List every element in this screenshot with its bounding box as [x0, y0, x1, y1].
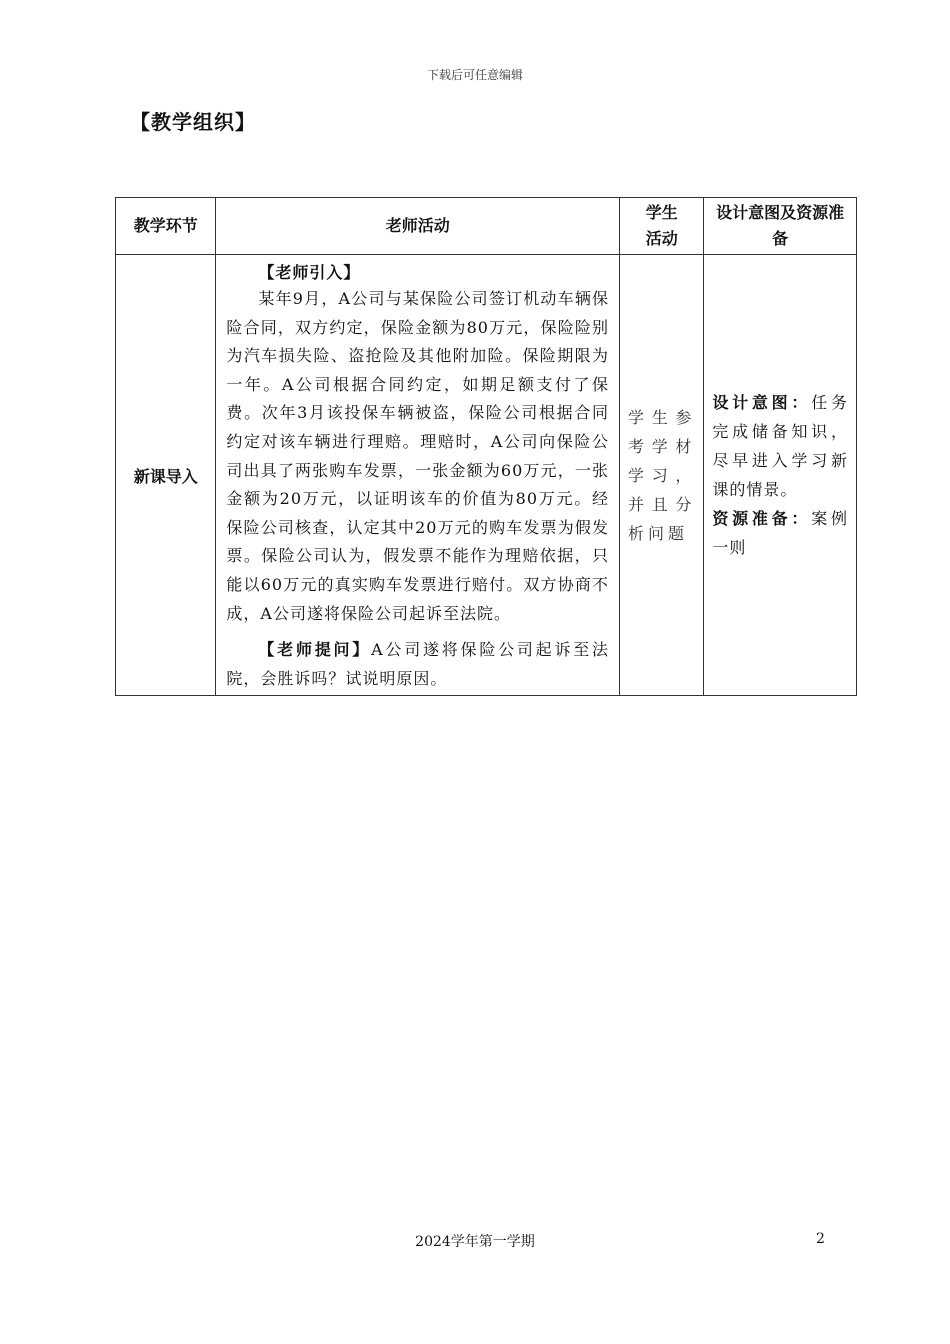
- question-text: A公司遂将保险公司起诉至法院，会胜诉吗？试说明原因。: [226, 640, 610, 688]
- lesson-plan-table: [115, 197, 857, 696]
- design-intent-text: 任务完成储备知识，尽早进入学习新课的情景。: [712, 393, 848, 500]
- design-intent: [712, 388, 848, 504]
- header-teacher-activity: 老师活动: [216, 198, 620, 255]
- resource-label: 资源准备：: [712, 509, 812, 529]
- activity-heading: 【老师引入】: [258, 263, 361, 282]
- header-design-intent: [704, 198, 857, 255]
- student-activity-cell: 学生参考学材学习，并且分析问题: [620, 255, 704, 696]
- table-row: [116, 255, 857, 696]
- page-number: 2: [816, 1231, 825, 1247]
- teacher-question: [226, 636, 609, 693]
- header-stage: 教学环节: [116, 198, 216, 255]
- teacher-activity-cell: [216, 255, 620, 696]
- question-label: 【老师提问】: [258, 640, 372, 660]
- header-student-activity-text: 学生活动: [645, 203, 678, 248]
- section-title: 【教学组织】: [130, 110, 256, 134]
- design-intent-label: 设计意图：: [712, 393, 812, 413]
- resource-prep: [712, 504, 848, 562]
- header-design-intent-text: 设计意图及资源准备: [716, 203, 845, 248]
- header-note: 下载后可任意编辑: [426, 68, 523, 82]
- stage-cell: 新课导入: [116, 255, 216, 696]
- design-intent-cell: [704, 255, 857, 696]
- activity-paragraph: 某年9月，A公司与某保险公司签订机动车辆保险合同，双方约定，保险金额为80万元，保险险别为汽车损失险、盗抢险及其他附加险。保险期限为一年。A公司根据合同约定，如期足额支付了保费。次年3月该投保车辆被盗，保险公司根据合同约定对该车辆进行理赔。理赔时，A公司向保险公司出具了两张购车发票，一张金额为60万元，一张金额为20万元，以证明该车的价值为80万元。经保险公司核查，认定其中20万元的购车发票为假发票。保险公司认为，假发票不能作为理赔依据，只能以60万元的真实购车发票进行赔付。双方协商不成，A公司遂将保险公司起诉至法院。: [226, 289, 610, 623]
- resource-text: 案例一则: [712, 509, 848, 558]
- table-header-row: [116, 198, 857, 255]
- footer-term: 2024学年第一学期: [415, 1234, 535, 1250]
- header-student-activity: [620, 198, 704, 255]
